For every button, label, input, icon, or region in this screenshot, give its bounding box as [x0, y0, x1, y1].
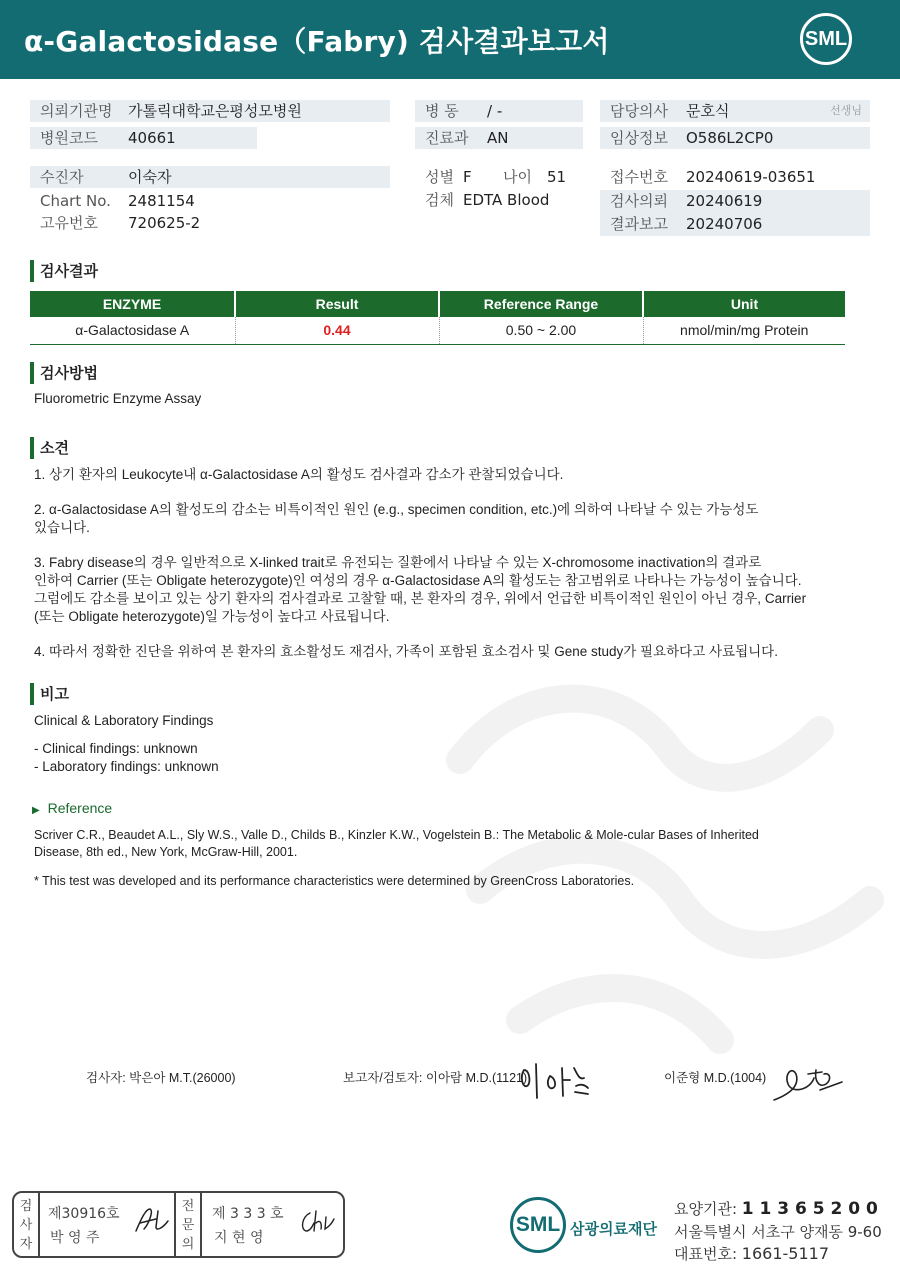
field-receipt-no [600, 166, 870, 188]
field-label: 접수번호 [610, 168, 668, 186]
field-label: 임상정보 [610, 129, 668, 147]
reference-line-1: Scriver C.R., Beaudet A.L., Sly W.S., Valle D., Childs B., Kinzler K.W., Vogelstein B.: The Metabolic & Mole-cular Bases of Inherited [34, 828, 759, 842]
footer-label: 대표번호: [674, 1245, 738, 1263]
column-header: Unit [643, 291, 845, 317]
column-header: ENZYME [30, 291, 235, 317]
field-label: 담당의사 [610, 102, 668, 120]
field-patient [30, 166, 390, 188]
field-value: 51 [547, 168, 567, 186]
column-header: Result [235, 291, 439, 317]
field-clinical-info [600, 127, 870, 149]
field-label: 나이 [503, 168, 532, 186]
column-header: Reference Range [439, 291, 643, 317]
report-title: α-Galactosidase（Fabry) 검사결과보고서 [24, 25, 610, 58]
finding-3-line-3: 그럼에도 감소를 보이고 있는 상기 환자의 검사결과로 고찰할 때, 본 환자의 경우, 위에서 언급한 비특이적인 원인이 아닌 경우, Carrier [34, 591, 807, 606]
footer-phone [674, 1243, 829, 1264]
field-label: 병원코드 [40, 129, 98, 147]
unit-cell: nmol/min/mg Protein [643, 317, 845, 344]
stamp-char: 전 [181, 1199, 195, 1214]
finding-3-line-4: (또는 Obligate heterozygote)일 가능성이 높다고 사료됩니다. [34, 609, 390, 624]
stamp-char: 사 [19, 1218, 33, 1233]
stamp-char: 문 [181, 1218, 195, 1233]
section-findings-heading: 소견 [30, 437, 69, 459]
field-hospital-code [30, 127, 257, 149]
result-value-abnormal: 0.44 [235, 317, 439, 344]
results-table [30, 291, 845, 345]
stamp-license-1: 제30916호 [48, 1206, 120, 1222]
method-text: Fluorometric Enzyme Assay [34, 391, 202, 406]
stamp-name-1: 박 영 주 [50, 1230, 100, 1246]
field-dates [600, 190, 870, 236]
footer-value: 1661-5117 [741, 1244, 830, 1263]
section-method-heading: 검사방법 [30, 362, 98, 384]
director-handwritten-signature [770, 1060, 845, 1105]
reference-heading [32, 800, 112, 816]
stamp-divider [200, 1193, 202, 1256]
field-value: 이숙자 [128, 168, 172, 186]
watermark-logo [400, 640, 900, 1060]
field-label: 검체 [425, 191, 454, 209]
field-sex-age [415, 166, 595, 188]
finding-2-line-1: 2. α-Galactosidase A의 활성도의 감소는 비특이적인 원인 (e.g., specimen condition, etc.)에 의하여 나타날 수 있는 가능성도 [34, 502, 759, 517]
field-dept [415, 127, 583, 149]
field-unique-no [30, 212, 390, 234]
field-label: 성별 [425, 168, 454, 186]
footer-sml-logo: SML [510, 1197, 566, 1253]
field-value: 2481154 [128, 192, 195, 210]
field-label: 진료과 [425, 129, 469, 147]
doctor-honorific: 선생님 [830, 104, 862, 117]
tester-signature: 검사자: 박은아 M.T.(26000) [86, 1071, 236, 1085]
disclaimer-text: * This test was developed and its performance characteristics were determined by GreenCross Laboratories. [34, 874, 635, 888]
stamp-divider [174, 1193, 176, 1256]
reporter-signature: 보고자/검토자: 이아람 M.D.(1121) [343, 1071, 528, 1085]
reference-range-cell: 0.50 ~ 2.00 [439, 317, 643, 344]
tester-stamp-signature [132, 1205, 172, 1235]
field-value: 20240619-03651 [686, 168, 816, 186]
table-row [30, 317, 845, 344]
specialist-stamp-signature [296, 1207, 336, 1237]
field-label: 수진자 [40, 168, 84, 186]
triangle-bullet-icon: ▶ [32, 805, 40, 816]
field-label: 병 동 [425, 102, 459, 120]
field-ward [415, 100, 583, 122]
field-doctor [600, 100, 870, 122]
field-label: 검사의뢰 [610, 192, 668, 210]
field-value: 가톨릭대학교은평성모병원 [128, 102, 302, 120]
finding-3-line-2: 인하여 Carrier (또는 Obligate heterozygote)인 여성의 경우 α-Galactosidase A의 활성도는 참고범위로 나타나는 가능성이 높습니다. [34, 573, 802, 588]
finding-1: 1. 상기 환자의 Leukocyte내 α-Galactosidase A의 활성도 검사결과 감소가 관찰되었습니다. [34, 467, 564, 482]
certification-stamp [12, 1191, 345, 1258]
stamp-divider [38, 1193, 40, 1256]
field-value: / - [487, 102, 503, 120]
stamp-role-specialist [178, 1197, 198, 1254]
field-institution [30, 100, 390, 122]
field-chart-no [30, 190, 390, 212]
enzyme-cell: α-Galactosidase A [30, 317, 235, 344]
footer-label: 요양기관: [674, 1200, 738, 1218]
field-value: 문호식 [686, 102, 730, 120]
remarks-clinical: - Clinical findings: unknown [34, 741, 198, 756]
reporter-handwritten-signature [518, 1058, 593, 1103]
section-remarks-heading: 비고 [30, 683, 69, 705]
footer-address: 서울특별시 서초구 양재동 9-60 [674, 1223, 882, 1241]
report-header [0, 0, 900, 79]
field-value: EDTA Blood [463, 191, 550, 209]
reference-line-2: Disease, 8th ed., New York, McGraw-Hill, 2001. [34, 845, 298, 859]
stamp-char: 자 [19, 1237, 33, 1252]
finding-4: 4. 따라서 정확한 진단을 위하여 본 환자의 효소활성도 재검사, 가족이 포함된 효소검사 및 Gene study가 필요하다고 사료됩니다. [34, 644, 778, 659]
reference-label: Reference [47, 800, 113, 816]
stamp-char: 의 [181, 1237, 195, 1252]
field-value: AN [487, 129, 509, 147]
field-specimen [415, 189, 595, 211]
stamp-role-tester [16, 1197, 36, 1254]
remarks-laboratory: - Laboratory findings: unknown [34, 759, 219, 774]
field-label: 의뢰기관명 [40, 102, 113, 120]
field-value: 720625-2 [128, 214, 201, 232]
field-value: 20240706 [686, 215, 763, 233]
field-label: Chart No. [40, 192, 111, 210]
stamp-license-2: 제 3 3 3 호 [212, 1206, 284, 1222]
finding-2-line-2: 있습니다. [34, 520, 90, 535]
remarks-title: Clinical & Laboratory Findings [34, 713, 214, 728]
table-header-row [30, 291, 845, 317]
field-value: O586L2CP0 [686, 129, 774, 147]
stamp-char: 검 [19, 1199, 33, 1214]
field-label: 결과보고 [610, 215, 668, 233]
footer-org-name: 삼광의료재단 [570, 1220, 657, 1238]
stamp-name-2: 지 현 영 [214, 1230, 264, 1246]
field-label: 고유번호 [40, 214, 98, 232]
section-results-heading: 검사결과 [30, 260, 98, 282]
sml-logo: SML [800, 13, 852, 65]
field-value: F [463, 168, 472, 186]
field-value: 40661 [128, 129, 176, 147]
finding-3-line-1: 3. Fabry disease의 경우 일반적으로 X-linked trait로 유전되는 질환에서 나타날 수 있는 X-chromosome inactivation의 결과로 [34, 555, 762, 570]
director-signature: 이준형 M.D.(1004) [664, 1071, 767, 1085]
field-value: 20240619 [686, 192, 763, 210]
footer-value: 1 1 3 6 5 2 0 0 [741, 1199, 878, 1219]
footer-care-no [674, 1198, 878, 1219]
